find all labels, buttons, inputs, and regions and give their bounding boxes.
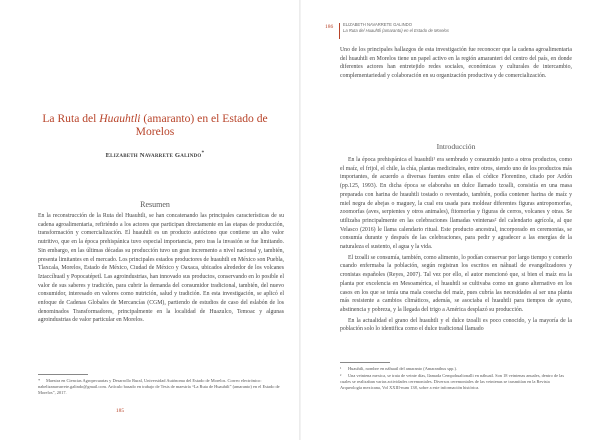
author-name: [30, 150, 280, 159]
header-author: ELIZABETH NAVARRETE GALINDO: [343, 22, 412, 27]
body-paragraph: En la época prehispánica el huauhtli¹ era sembrado y consumido junto a otros productos, como el maíz, el frijol, el chile, la chía, plantas medicinales, entre otros, siendo uno de los productos más importantes, de acuerdo a diversas fuentes entre ellas el códice Florentino, citado por Ardón (pp.125, 1993). En dicha época se elaboraba un dulce llamado tzoalli, consistía en una masa preparada con harina de huauhtli tostado o reventado, también, podía contener harina de maíz y miel negra de abejas o maguey, la cual era usada para moldear diferentes figuras antropomorfas, zoomorfas (aves, serpientes y otros animales), fitomorfas y figuras de cerros, volcanes y otras. Se utilizaba principalmente en las celebraciones llamadas veintenas² del calendario agrícola, al que Velasco (2016) le llama calendario ritual. Este producto ancestral, incorporado en ceremonias, se consumía durante y después de las celebraciones, para pedir y agradecer a las energías de la naturaleza el sustento, el agua y la vida.: [340, 157, 572, 251]
footnote-text: Una veintena mexica, se trata de veinte días, llamada Cempohualtonalli en náhuatl. Son 18 veintenas anuales, dentro de las cuales se realizaban varias actividades ceremoniales. Diversos ceremoniales de las veintenas se trasmitían en la Revista Arqueología mexicana, Vol XXIII-num 138, sobre a este información histórica.: [340, 373, 565, 390]
footnote-divider: [38, 374, 88, 375]
footnote-item: [340, 366, 572, 372]
running-header: [343, 22, 573, 34]
header-title: La Ruta del Huauhtli (amaranto) en el Estado de Morelos: [343, 28, 449, 33]
title-part: (amaranto) en el Estado de Morelos: [135, 112, 268, 138]
abstract-paragraph: En la reconstrucción de la Ruta del Huauhtli, se han concatenando las principales características de su cadena agroalimentaria, refiriéndo a los actores que participan directamente en las etapas de producción, transformación y comercialización. El huauhtli es un producto autóctono que contiene un alto valor nutritivo, que en la época prehispánica tuvo especial importancia, pero tras la invasión se fue limitando. Sin embargo, en las últimas décadas su producción tuvo un gran incremento a nivel nacional y, también, presenta limitantes en el mercado. Los principales estados productores de huauhtli en México son Puebla, Tlaxcala, Morelos, Estado de México, Ciudad de México y Oaxaca, ubicados alrededor de los volcanes Iztaccíhuatl y Popocatépetl. Las agroindustrias, han innovado sus productos, conservando en lo posible el valor de sus saberes y tradición, para cubrir la demanda del consumidor tradicional, también, del nuevo consumidor, interesado en valores como nutrición, salud y tradición. En esta investigación, se aplicó el enfoque de Cadenas Globales de Mercancías (CGM), partiendo de estudios de caso del eslabón de los denominados Transformadores, principalmente en la localidad de Huazulco, Temoac y algunas agroindustrias de valor particular en Morelos.: [38, 213, 284, 324]
page-number-left: 185: [115, 408, 125, 414]
section-heading: Introducción: [436, 142, 476, 151]
intro-paragraph: Uno de los principales hallazgos de esta investigación fue reconocer que la cadena agroalimentaria del huauhtli en Morelos tiene un papel activo en la región amaranteri del centro del país, en donde diferentes actores han entretejido redes sociales, económicas y culturales de intercambio, complementariedad y colaboración en su organización productiva y de comercialización.: [340, 47, 572, 80]
footnote-text: Huauhtli, nombre en náhuatl del amaranto (Amaranthus spp.).: [348, 366, 458, 371]
footnote-mark: *: [38, 378, 41, 383]
title-emphasis: Huauhtli: [99, 112, 141, 125]
abstract-heading: Resumen: [140, 200, 170, 209]
body-paragraph: En la actualidad el grano del huauhtli y el dulce tzoalli es poco conocido, y la mayoría de la población solo lo identifica como el dulce tradicional llamado: [340, 317, 572, 333]
footnote-text: Maestra en Ciencias Agropecuarias y Desarrollo Rural, Universidad Autónoma del Estado de Morelos. Correo electrónico: nabelizanavarrete.galindo@gmail.com. Artículo basado en trabajo de Tesis de maestría “La Ruta de Huauhtli” (amaranto) en el Estado de Morelos”, 2017.: [38, 378, 280, 395]
author-text: Elizabeth Navarrete Galindo: [105, 152, 202, 160]
header-divider: [339, 23, 340, 39]
footnote-mark: ²: [340, 373, 342, 378]
footnote-item: [340, 373, 572, 391]
page-number-right: 186: [325, 24, 334, 30]
article-title: [30, 112, 280, 138]
author-footnote: [38, 378, 284, 396]
author-footnote-mark: *: [201, 150, 205, 156]
footnote-mark: ¹: [340, 366, 342, 371]
body-text: [340, 156, 572, 336]
footnote-divider: [340, 362, 390, 363]
footnotes: [340, 366, 572, 392]
title-part: La Ruta del: [42, 112, 100, 125]
body-paragraph: El tzoalli se consumía, también, como alimento, lo podían conservar por largo tiempo y comerlo cuando enfermaba la población, según registran los escritos en náhuatl de evangelizadores y cronistas españoles (Reyes, 2007). Tal vez por ello, el autor mencionó que, si bien el maíz era la planta por excelencia en Mesoamérica, el huauhtli se cultivaba como un grano alternativo en los casos en los que se tenía una mala cosecha del maíz, pues cubría las necesidades al ser una planta más resistente a cambios climáticos, además, se asociaba el huauhtli para tiempos de ayuno, abstinencia y pobreza, y la llegada del trigo a América desplazó su producción.: [340, 254, 572, 313]
abstract-body: [38, 212, 284, 325]
